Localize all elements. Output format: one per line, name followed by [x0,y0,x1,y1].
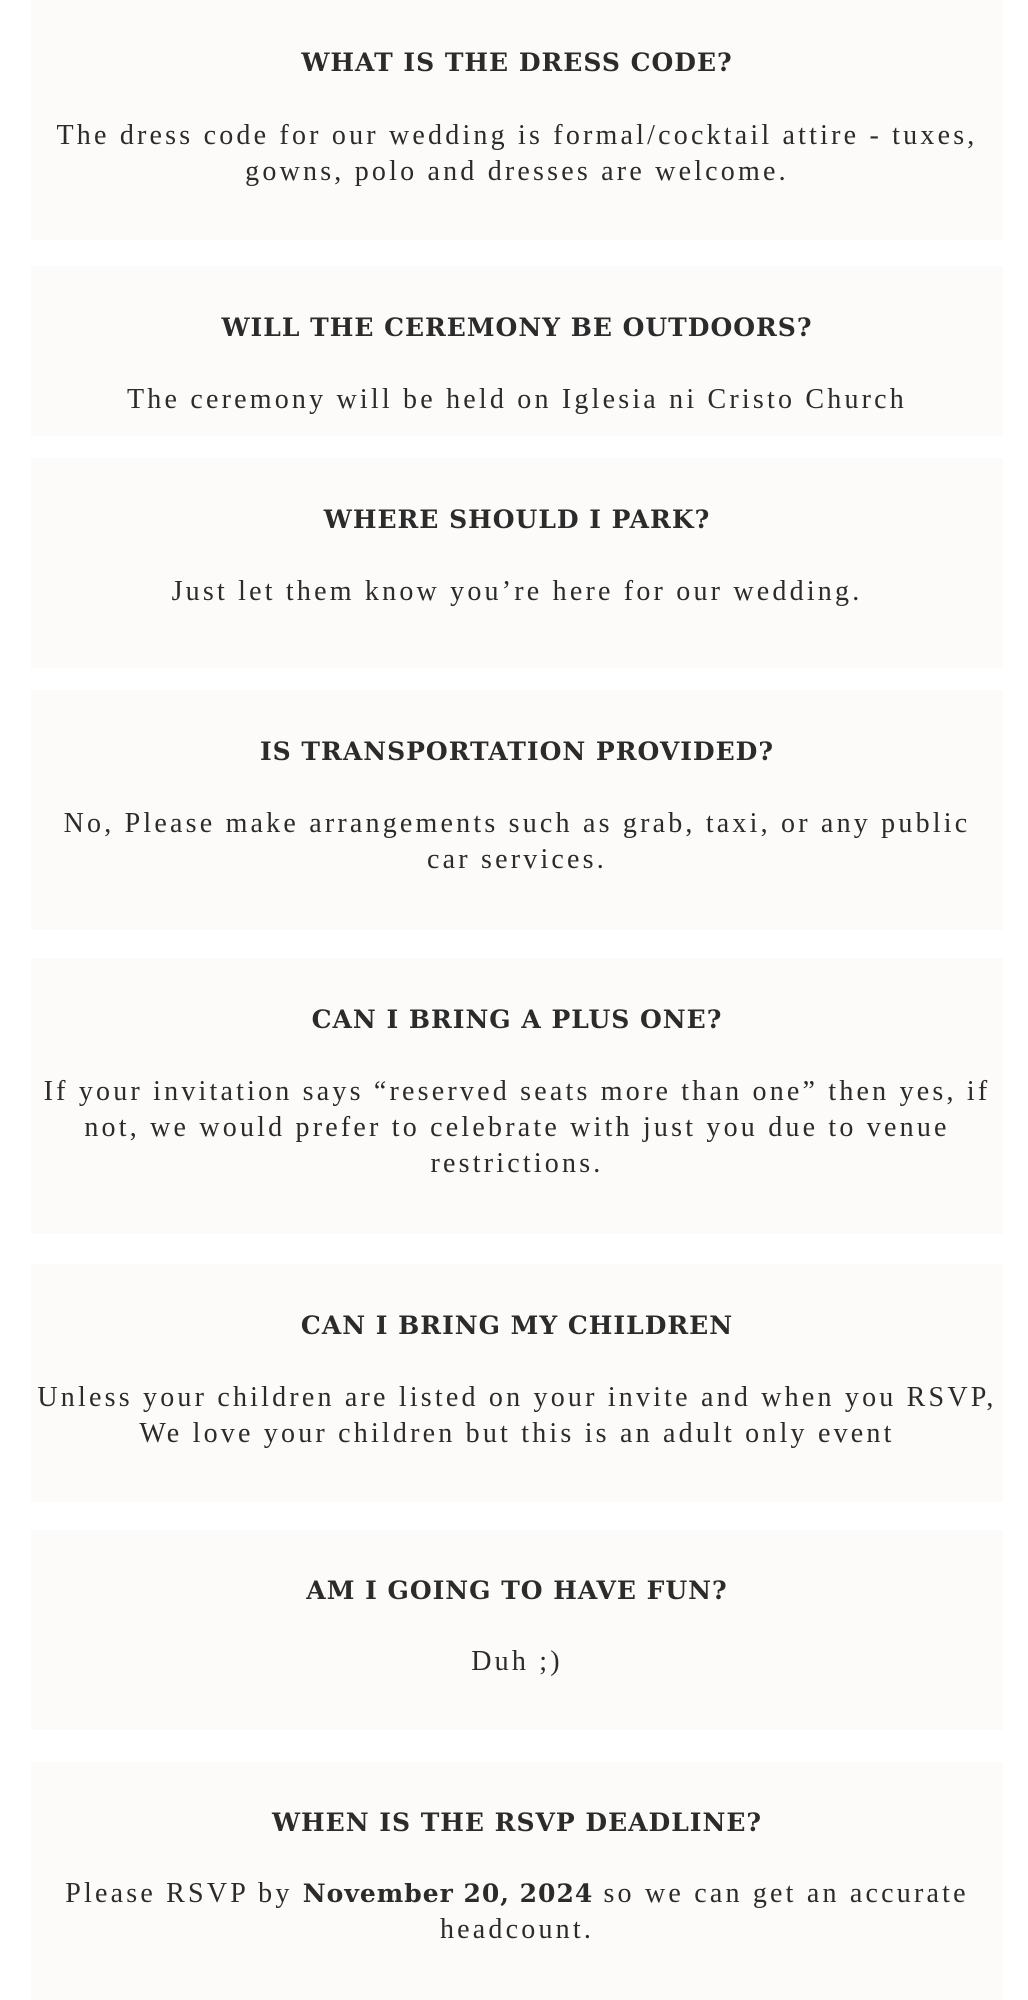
faq-item-children [31,1264,1003,1502]
rsvp-deadline-date: November 20, 2024 [302,1879,594,1908]
faq-question: IS TRANSPORTATION PROVIDED? [259,737,774,766]
faq-answer: Duh ;) [471,1646,563,1677]
faq-answer: No, Please make arrangements such as grab, taxi, or any public car services. [63,808,971,875]
faq-answer: Just let them know you’re here for our wedding. [171,576,863,607]
faq-item-ceremony-outdoors [31,266,1003,436]
faq-item-fun [31,1530,1003,1730]
faq-answer: The ceremony will be held on Iglesia ni Cristo Church [126,384,907,415]
faq-item-parking [31,458,1003,668]
faq-item-dress-code [31,0,1003,240]
faq-question: WHERE SHOULD I PARK? [323,505,711,534]
rsvp-answer-suffix: so we can get an accurate headcount. [439,1878,969,1945]
faq-item-plus-one [31,958,1003,1234]
faq-question: WHEN IS THE RSVP DEADLINE? [271,1808,763,1837]
faq-answer: The dress code for our wedding is formal/cocktail attire - tuxes, gowns, polo and dresses are welcome. [56,120,978,187]
faq-item-rsvp-deadline [31,1762,1003,2000]
faq-question: AM I GOING TO HAVE FUN? [306,1576,728,1605]
faq-answer: Unless your children are listed on your invite and when you RSVP, We love your children but this is an adult only event [37,1382,997,1449]
faq-question: CAN I BRING MY CHILDREN [300,1311,734,1340]
faq-item-transportation [31,690,1003,930]
faq-question: CAN I BRING A PLUS ONE? [311,1005,723,1034]
faq-question: WHAT IS THE DRESS CODE? [301,48,733,77]
rsvp-answer-prefix: Please RSVP by [65,1878,303,1909]
faq-answer-rsvp [31,1876,1003,1948]
faq-question: WILL THE CEREMONY BE OUTDOORS? [221,313,813,342]
faq-answer: If your invitation says “reserved seats more than one” then yes, if not, we would prefer to celebrate with just you due to venue restrictions. [43,1076,991,1179]
